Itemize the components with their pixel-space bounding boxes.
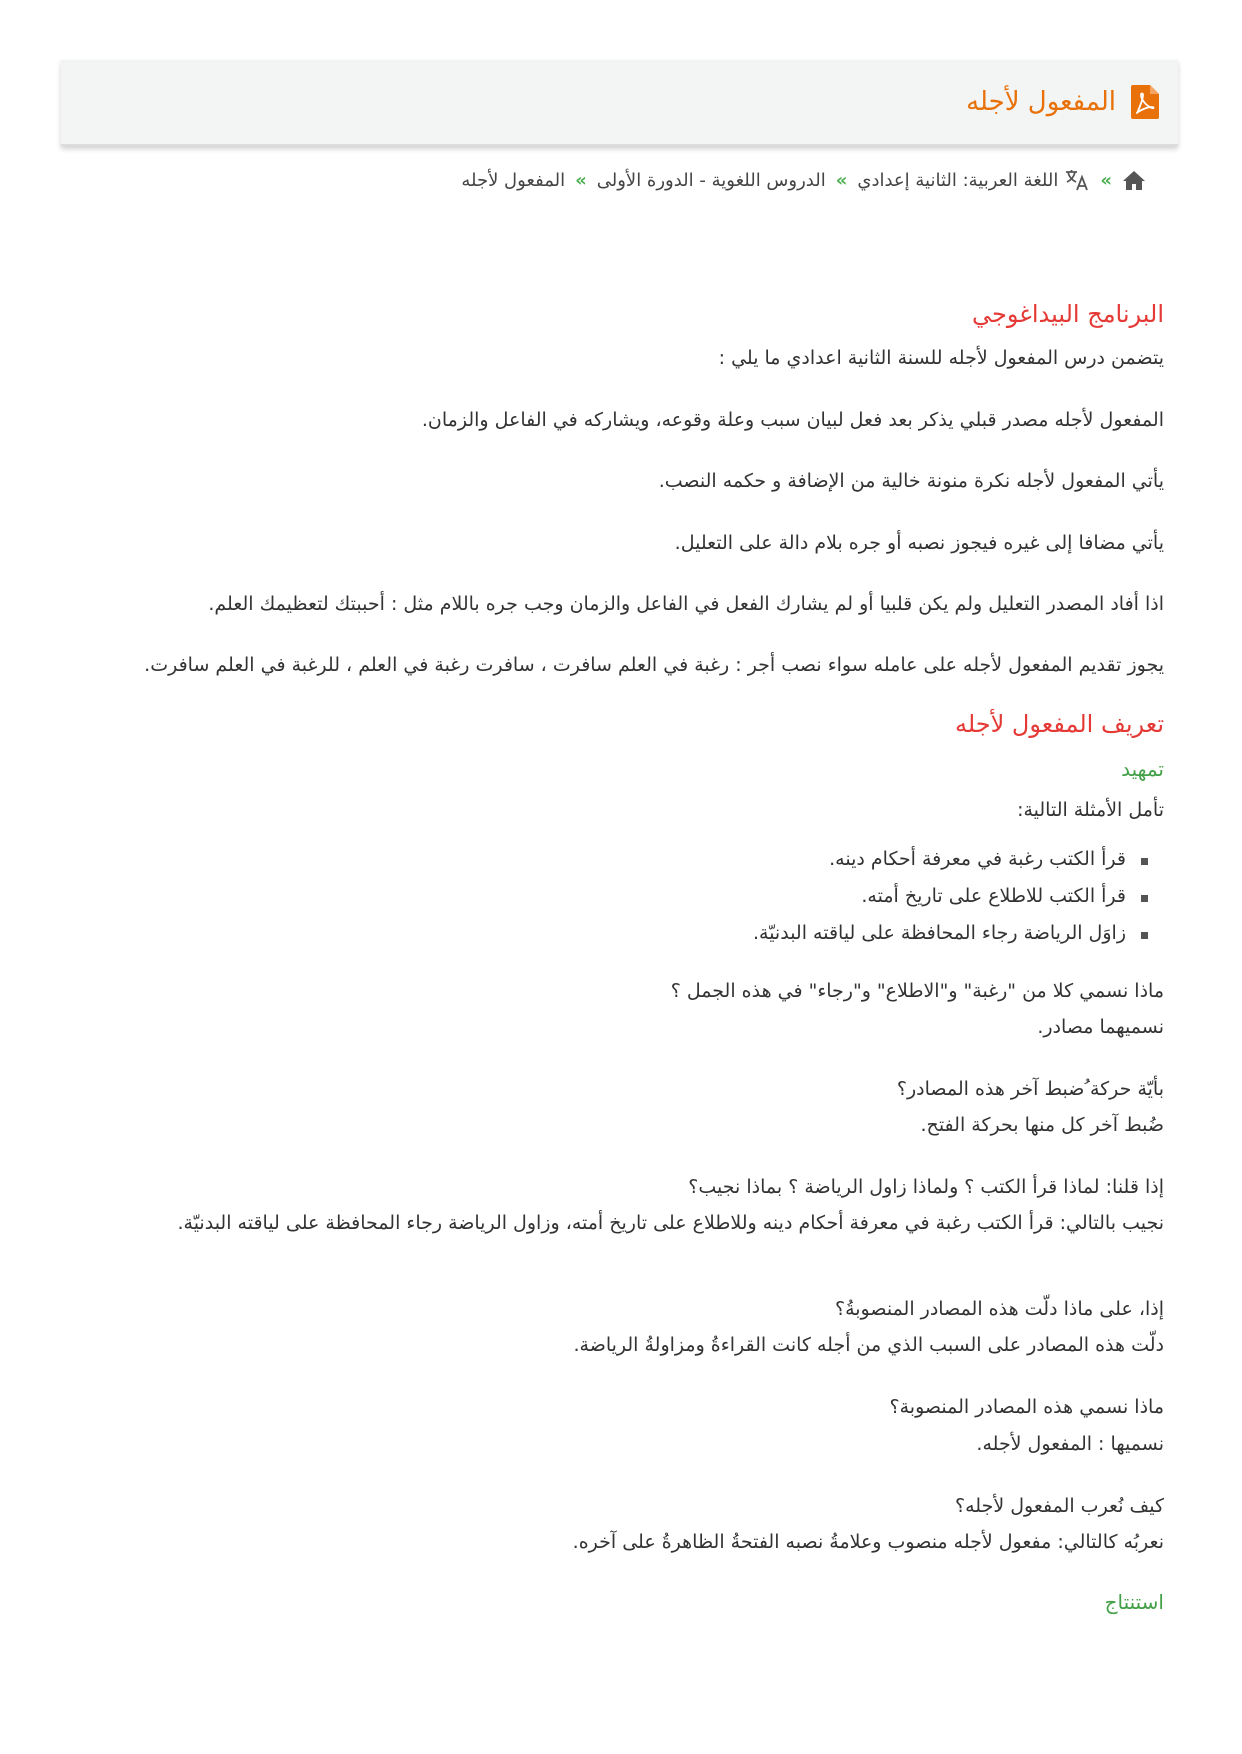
section-heading-program: البرنامج البيداغوجي bbox=[972, 300, 1164, 328]
breadcrumb-separator: » bbox=[1100, 169, 1112, 191]
section-heading-definition: تعريف المفعول لأجله bbox=[954, 709, 1164, 738]
qa-answer: نجيب بالتالي: قرأ الكتب رغبة في معرفة أحكام دينه وللاطلاع على تاريخ أمته، وزاول الرياضة رجاء المحافظة على لياقته البدنيّة. bbox=[177, 1212, 1164, 1235]
lesson-content bbox=[79, 295, 1164, 1628]
qa-answer: نسميها : المفعول لأجله. bbox=[976, 1432, 1164, 1455]
breadcrumb-link-lessons[interactable]: الدروس اللغوية - الدورة الأولى bbox=[596, 169, 826, 191]
qa-block bbox=[79, 1169, 1164, 1241]
qa-question: بأيّة حركة ُضبط آخر هذه المصادر؟ bbox=[896, 1077, 1164, 1100]
breadcrumb-separator: » bbox=[835, 169, 848, 191]
program-point: يأتي مضافا إلى غيره فيجوز نصبه أو جره بلام دالة على التعليل. bbox=[674, 531, 1164, 554]
qa-answer: ضُبط آخر كل منها بحركة الفتح. bbox=[920, 1113, 1164, 1136]
qa-question: إذا قلنا: لماذا قرأ الكتب ؟ ولماذا زاول الرياضة ؟ بماذا نجيب؟ bbox=[688, 1176, 1164, 1199]
program-point: اذا أفاد المصدر التعليل ولم يكن قلبيا أو لم يشارك الفعل في الفاعل والزمان وجب جره باللام مثل : أحببتك لتعظيمك العلم. bbox=[208, 592, 1164, 615]
qa-answer: نعربُه كالتالي: مفعول لأجله منصوب وعلامةُ نصبه الفتحةُ الظاهرةُ على آخره. bbox=[572, 1530, 1164, 1553]
qa-block bbox=[79, 973, 1164, 1045]
qa-block bbox=[79, 1071, 1164, 1143]
program-intro: يتضمن درس المفعول لأجله للسنة الثانية اعدادي ما يلي : bbox=[718, 347, 1164, 370]
breadcrumb-link-subject[interactable]: اللغة العربية: الثانية إعدادي bbox=[857, 169, 1059, 191]
examples-list bbox=[79, 844, 1164, 949]
list-item: قرأ الكتب للاطلاع على تاريخ أمته. bbox=[79, 881, 1144, 911]
program-point: يجوز تقديم المفعول لأجله على عامله سواء نصب أجر : رغبة في العلم سافرت ، سافرت رغبة في العلم ، للرغبة في العلم سافرت. bbox=[144, 654, 1164, 677]
program-point: المفعول لأجله مصدر قبلي يذكر بعد فعل لبيان سبب وعلة وقوعه، ويشاركه في الفاعل والزمان. bbox=[421, 408, 1164, 431]
qa-question: ماذا نسمي هذه المصادر المنصوبة؟ bbox=[889, 1396, 1164, 1419]
breadcrumb-current: المفعول لأجله bbox=[461, 169, 566, 191]
subheading-conclusion: استنتاج bbox=[1104, 1589, 1164, 1614]
qa-answer: نسميهما مصادر. bbox=[1037, 1015, 1164, 1038]
examples-prompt: تأمل الأمثلة التالية: bbox=[1017, 799, 1164, 822]
pdf-icon[interactable] bbox=[1130, 84, 1160, 120]
page-title: المفعول لأجله bbox=[966, 87, 1116, 117]
subheading-intro: تمهيد bbox=[1121, 757, 1164, 782]
list-item: زاوَل الرياضة رجاء المحافظة على لياقته البدنيّة. bbox=[79, 918, 1144, 948]
breadcrumb-separator: » bbox=[575, 169, 587, 191]
qa-block bbox=[79, 1488, 1164, 1560]
qa-question: ماذا نسمي كلا من "رغبة" و"الاطلاع" و"رجاء" في هذه الجمل ؟ bbox=[670, 979, 1164, 1002]
breadcrumb bbox=[461, 168, 1146, 192]
translate-icon bbox=[1064, 168, 1090, 192]
qa-block bbox=[79, 1291, 1164, 1363]
qa-question: كيف نُعرب المفعول لأجله؟ bbox=[955, 1494, 1164, 1517]
home-icon[interactable] bbox=[1122, 169, 1146, 191]
list-item: قرأ الكتب رغبة في معرفة أحكام دينه. bbox=[79, 844, 1144, 874]
qa-block bbox=[79, 1389, 1164, 1461]
qa-answer: دلّت هذه المصادر على السبب الذي من أجله كانت القراءةُ ومزاولةُ الرياضة. bbox=[573, 1334, 1164, 1357]
title-bar bbox=[61, 60, 1178, 146]
program-point: يأتي المفعول لأجله نكرة منونة خالية من الإضافة و حكمه النصب. bbox=[658, 470, 1164, 493]
qa-question: إذا، على ماذا دلّت هذه المصادر المنصوبةُ؟ bbox=[834, 1298, 1164, 1321]
